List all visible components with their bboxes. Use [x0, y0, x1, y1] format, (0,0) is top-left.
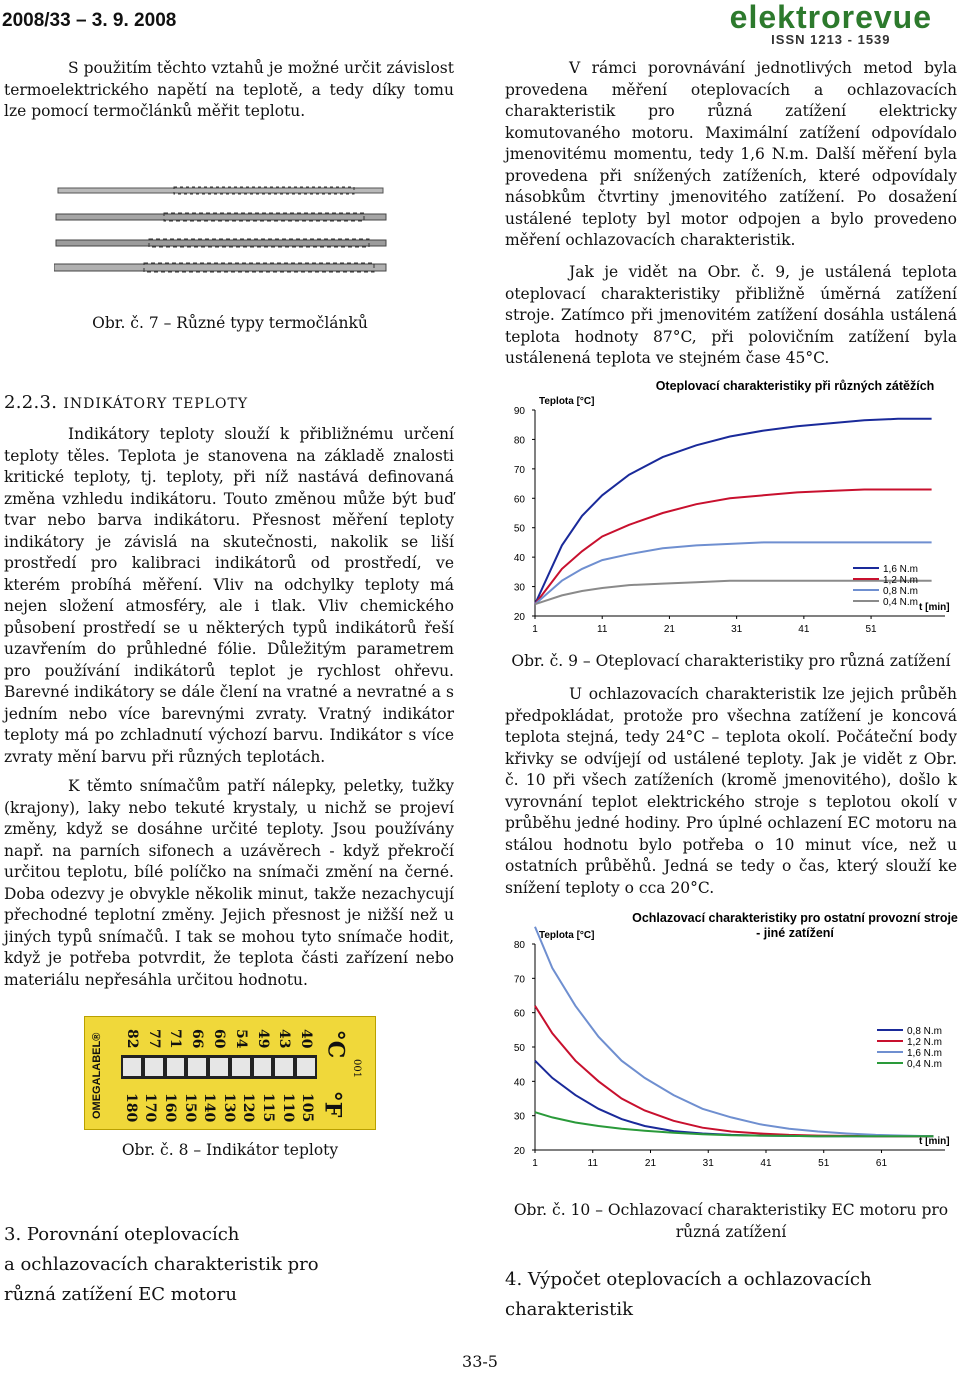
chart-title: Ochlazovací charakteristiky pro ostatní provozní stroje - jiné zatížení: [632, 911, 958, 940]
x-tick-label: 11: [587, 1158, 598, 1169]
y-axis-label: Teplota [°C]: [539, 930, 595, 941]
y-tick-label: 40: [513, 553, 525, 565]
fahrenheit-values: [121, 1079, 317, 1125]
y-tick-label: 70: [513, 974, 525, 986]
indicator-value: 115: [260, 1093, 276, 1123]
indicator-window: [297, 1058, 315, 1076]
issue-date: 2008/33 – 3. 9. 2008: [2, 10, 177, 31]
journal-logo: [730, 2, 932, 47]
section-3-line1: 3. Porovnání oteplovacích: [4, 1224, 240, 1245]
x-tick-label: 1: [532, 1158, 538, 1169]
celsius-values: [121, 1021, 317, 1055]
unit-fahrenheit: °F: [319, 1090, 346, 1118]
indicator-value: 66: [189, 1029, 206, 1049]
series-line: [535, 419, 932, 604]
y-tick-label: 60: [513, 494, 525, 506]
indicator-value: 150: [181, 1093, 198, 1123]
indicator-value: 82: [123, 1029, 140, 1049]
indicator-value: 49: [254, 1029, 271, 1049]
indicator-value: 160: [162, 1093, 178, 1123]
intro-paragraph: S použitím těchto vztahů je možné určit závislost termoelektrického napětí na teplotě, a tedy díky tomu lze pomocí termočlánků měřit teplotu.: [4, 59, 454, 120]
indicator-window: [145, 1058, 163, 1076]
x-axis-label: t [min]: [919, 1136, 950, 1147]
legend-label: 0,8 N.m: [907, 1026, 943, 1037]
fig10-caption: Obr. č. 10 – Ochlazovací charakteristiky EC motoru pro různá zatížení: [513, 1201, 949, 1241]
indicator-window: [254, 1058, 272, 1076]
indicator-windows: [121, 1055, 317, 1079]
series-line: [535, 490, 932, 605]
indicator-value: 43: [276, 1029, 293, 1049]
right-paragraph-1: V rámci porovnávání jednotlivých metod byla provedena měření oteplovacích a ochlazovacích charakteristik pro různá zatížení elektricky komutovaného motoru. Maximální zatížení odpovídalo jmenovitému momentu, tedy 1,6 N.m. Další měření byla provedena při snížených zatíženích, které odpovídaly násobkům čtvrtiny jmenovitého zatížení. Po dosažení ustálené teploty byl motor odpojen a bylo provedeno měření ochlazovacích charakteristik.: [505, 59, 957, 249]
legend-label: 1,6 N.m: [883, 564, 919, 575]
brand-text: OMEGALABEL®: [91, 1032, 103, 1119]
thermocouple-2: [56, 213, 386, 221]
section-3-heading: [4, 1220, 454, 1310]
section-number: 2.2.3.: [4, 392, 58, 413]
legend-label: 1,2 N.m: [883, 575, 919, 586]
logo-text: elektrorevue: [729, 0, 932, 35]
indicator-value: 77: [145, 1029, 162, 1049]
y-tick-label: 60: [513, 1008, 525, 1020]
section-4-line1: 4. Výpočet oteplovacích a ochlazovacích: [505, 1269, 872, 1290]
legend-label: 0,4 N.m: [907, 1059, 943, 1070]
indicator-value: 140: [201, 1093, 218, 1123]
thermocouple-4: [54, 263, 386, 272]
thermocouples-image: [54, 180, 394, 280]
right-paragraph-3: U ochlazovacích charakteristik lze jejich průběh předpokládat, protože pro všechna zatížení je koncová teplota stejná, tedy 24°C – teplota okolí. Počáteční body křivky se odvíjejí od ustálené teploty. Jak je vidět z Obr. č. 10 při všech zatíženích (kromě jmenovitého), došlo k vyrovnání teplot elektrického stroje s teplotou okolí v průběhu jedné hodiny. Pro úplné ochlazení EC motoru na stálou hodnotu bylo potřeba o 10 minut více, než u ostatních průběhů. Jedná se tedy o čas, který slouží ke snížení teploty o cca 20°C.: [505, 685, 957, 897]
indicator-window: [210, 1058, 228, 1076]
x-tick-label: 11: [597, 624, 608, 635]
indicator-value: 110: [279, 1093, 296, 1123]
x-tick-label: 41: [798, 624, 810, 635]
legend-label: 1,2 N.m: [907, 1037, 943, 1048]
indicator-value: 120: [240, 1093, 257, 1123]
indicator-value: 54: [232, 1029, 249, 1049]
x-tick-label: 61: [875, 1158, 888, 1169]
x-axis-label: t [min]: [919, 602, 950, 613]
x-tick-label: 21: [663, 624, 675, 635]
section-4-heading: [505, 1265, 960, 1325]
y-tick-label: 40: [513, 1077, 525, 1089]
page-number: 33-5: [462, 1352, 498, 1371]
x-tick-label: 41: [760, 1158, 772, 1169]
indicator-window: [275, 1058, 293, 1076]
brand-strip: [87, 1029, 111, 1121]
thermocouple-1: [58, 187, 383, 194]
y-tick-label: 50: [513, 1043, 525, 1054]
indicator-value: 71: [167, 1029, 184, 1049]
temperature-indicator-label: [84, 1016, 376, 1130]
x-tick-label: 51: [865, 624, 877, 635]
y-tick-label: 50: [513, 523, 525, 535]
cooling-chart: [505, 910, 960, 1172]
indicator-window: [123, 1058, 141, 1076]
indicator-value: 130: [220, 1093, 237, 1123]
indicator-value: 105: [299, 1093, 316, 1123]
unit-celsius: °C: [322, 1029, 349, 1059]
x-tick-label: 51: [818, 1158, 830, 1169]
y-tick-label: 90: [513, 406, 525, 417]
thermocouple-3: [56, 239, 386, 247]
indicators-paragraph-2: K těmto snímačům patří nálepky, peletky, tužky (krajony), laky nebo tekuté krystaly, u nichž se projeví změny, když se dosáhne určité teploty. Jsou používány např. na parních sifonech a uzávěrech - když překročí určitou teplotu, bílé políčko na snímači změní na černé. Doba odezvy je obvykle několik minut, takže nezachycují přechodné teplotní změny. Jejich přesnost je nižší než u jiných typů snímačů. I tak se mohou tyto snímače hodit, když je potřeba potvrdit, že teplota části zařízení nebo materiálu nepřesáhla určitou hodnotu.: [4, 777, 454, 989]
fig8-caption: Obr. č. 8 – Indikátor teploty: [121, 1141, 339, 1159]
section-4-line2: charakteristik: [505, 1299, 634, 1320]
indicator-value: 60: [211, 1029, 227, 1049]
issn: ISSN 1213 - 1539: [771, 32, 891, 47]
fig7-caption: Obr. č. 7 – Různé typy termočlánků: [92, 314, 368, 332]
y-axis-label: Teplota [°C]: [539, 396, 595, 407]
legend-label: 1,6 N.m: [907, 1048, 943, 1059]
section-3-line2: a ochlazovacích charakteristik pro: [4, 1254, 319, 1275]
section-3-line3: různá zatížení EC motoru: [4, 1284, 237, 1305]
y-tick-label: 30: [513, 582, 525, 594]
indicator-window: [232, 1058, 250, 1076]
y-tick-label: 20: [513, 1146, 525, 1157]
heating-chart: [505, 378, 960, 640]
y-tick-label: 80: [513, 940, 525, 951]
y-tick-label: 20: [513, 612, 525, 623]
indicator-window: [188, 1058, 206, 1076]
y-tick-label: 30: [513, 1111, 525, 1123]
legend-label: 0,4 N.m: [883, 597, 919, 608]
legend-label: 0,8 N.m: [883, 586, 919, 597]
x-tick-label: 31: [731, 624, 743, 635]
x-tick-label: 1: [532, 624, 538, 635]
indicator-window: [167, 1058, 185, 1076]
indicator-value: 40: [298, 1029, 315, 1049]
right-paragraph-2: Jak je vidět na Obr. č. 9, je ustálená teplota oteplovací charakteristiky přibližně úměrná zatížení stroje. Zatímco při jmenovitém zatížení dosáhla ustálená teplota hodnoty 87°C, při polovičním zatížení byla ustálenená teplota ve stejném čase 45°C.: [505, 263, 957, 367]
fig9-caption: Obr. č. 9 – Oteplovací charakteristiky pro různá zatížení: [511, 652, 951, 670]
series-line: [535, 542, 932, 604]
x-tick-label: 21: [644, 1158, 657, 1169]
y-tick-label: 80: [513, 435, 525, 447]
series-line: [535, 927, 934, 1137]
series-line: [535, 1006, 934, 1137]
section-title: INDIKÁTORY TEPLOTY: [63, 396, 249, 412]
label-code: 001: [351, 1058, 363, 1079]
chart-title: Oteplovací charakteristiky při různých zátěžích: [655, 379, 935, 393]
y-tick-label: 70: [513, 464, 525, 476]
indicator-value: 180: [122, 1093, 139, 1123]
indicators-paragraph-1: Indikátory teploty slouží k přibližnému určení teploty těles. Teplota je stanovena na základě znalosti kritické teploty, tj. teploty, při níž nastává definovaná změna vzhledu indikátoru. Touto změnou může být buď tvar nebo barva indikátoru. Přesnost měření teploty indikátory je závislá na skutečnosti, nakolik se liší prostředí pro kalibraci indikátorů od prostředí, ve kterém probíhá měření. Vliv na odchylky teploty má nejen složení atmosféry, ale i tlak. Vliv chemického působení prostředí se u některých typů indikátorů řeší uzavřením do průhledné fólie. Důležitým parametrem pro používání indikátorů teplot je rychlost ohřevu. Barevné indikátory se dále člení na vratné a nevratné a s jedním nebo více barevnými zvraty. Vratný indikátor teploty má po zchladnutí výchozí barvu. Indikátor s více zvraty mění barvu při různých teplotách.: [4, 425, 454, 766]
section-223-heading: [4, 392, 248, 413]
indicator-value: 170: [142, 1093, 159, 1123]
x-tick-label: 31: [702, 1158, 714, 1169]
